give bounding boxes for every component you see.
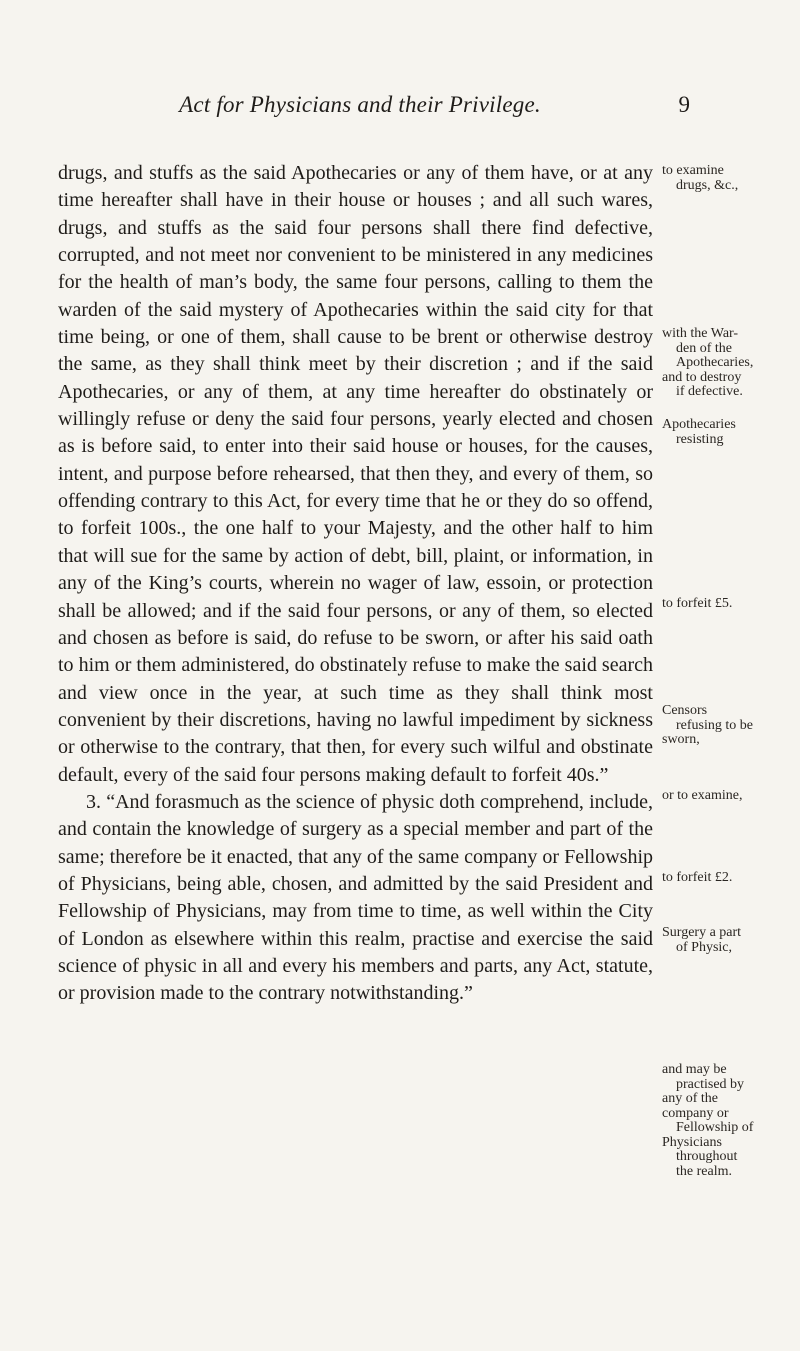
page-number: 9	[678, 92, 690, 117]
margin-note-line: den of the	[676, 340, 732, 356]
margin-note-line: Physicians	[662, 1134, 722, 1150]
main-text	[58, 160, 653, 1008]
margin-note	[662, 418, 796, 447]
margin-note-line: Fellowship of	[676, 1120, 754, 1135]
page-header	[110, 92, 690, 128]
margin-note-line: or to examine,	[662, 788, 743, 803]
margin-note	[662, 871, 796, 886]
margin-note-line: to forfeit £5.	[662, 596, 733, 611]
margin-note-line: sworn,	[662, 732, 700, 747]
margin-note-line: and may be	[662, 1062, 727, 1077]
margin-note	[662, 164, 796, 193]
margin-note-line: to forfeit £2.	[662, 870, 733, 885]
margin-note-line: Censors	[662, 703, 708, 718]
margin-note	[662, 704, 796, 748]
margin-note	[662, 789, 796, 804]
margin-note	[662, 1063, 796, 1179]
margin-note-line: to examine	[662, 163, 724, 178]
margin-note-line: refusing to be	[676, 717, 753, 733]
margin-note-line: any of the	[662, 1091, 718, 1106]
margin-note-line: and to destroy	[662, 369, 742, 385]
margin-note-line: if defective.	[676, 384, 743, 399]
margin-note	[662, 926, 796, 955]
paragraph-section-3: 3. “And forasmuch as the science of physic doth comprehend, include, and contain the knowledge of surgery as a special member and part of the same; therefore be it enacted, that any of the same company or Fellowship of Physicians, being able, chosen, and admitted by the said President and Fellowship of Physicians, may from time to time, as well within the City of London as elsewhere within this realm, practise and exercise the said science of physic in all and every his members and parts, any Act, statute, or provision made to the contrary notwithstanding.”	[58, 790, 653, 1005]
margin-note-line: with the War-	[662, 326, 739, 341]
margin-note-line: the realm.	[676, 1163, 732, 1179]
margin-note-line: Apothecaries	[662, 417, 736, 432]
running-head: Act for Physicians and their Privilege.	[179, 92, 541, 117]
margin-note-line: drugs, &c.,	[676, 177, 739, 193]
margin-note-line: Surgery a part	[662, 925, 742, 940]
paragraph-continued: drugs, and stuffs as the said Apothecaries or any of them have, or at any time hereafter shall have in their house or houses ; and all such wares, drugs, and stuffs as the said four persons shall there find defective, corrupted, and not meet nor convenient to be ministered in any medicines for the health of man’s body, the same four persons, calling to them the warden of the said mystery of Apothecaries within the said city for that time being, or one of them, shall cause to be brent or otherwise destroy the same, as they shall think meet by their discretion ; and if the said Apothecaries, or any of them, at any time hereafter do obstinately or willingly refuse or deny the said four persons, yearly elected and chosen as is before said, to enter into their said house or houses, for the causes, intent, and purpose before rehearsed, that then they, and every of them, so offending contrary to this Act, for every time that he or they do so offend, to forfeit 100s., the one half to your Majesty, and the other half to him that will sue for the same by action of debt, bill, plaint, or information, in any of the King’s courts, wherein no wager of law, essoin, or protection shall be allowed; and if the said four persons, or any of them, so elected and chosen as before is said, do refuse to be sworn, or after his said oath to him or them administered, do obstinately refuse to make the said search and view once in the year, at such time as they shall think most convenient by their discretions, having no lawful impediment by sickness or otherwise to the contrary, that then, for every such wilful and obstinate default, every of the said four persons making default to forfeit 40s.”	[58, 162, 653, 786]
margin-note	[662, 327, 796, 400]
margin-note-line: Apothecaries,	[676, 355, 754, 370]
margin-note-line: throughout	[676, 1149, 738, 1164]
margin-note-line: resisting	[676, 431, 724, 447]
margin-note-line: company or	[662, 1105, 729, 1121]
margin-note-line: of Physic,	[676, 939, 732, 955]
margin-note	[662, 597, 796, 612]
margin-note-line: practised by	[676, 1076, 745, 1092]
